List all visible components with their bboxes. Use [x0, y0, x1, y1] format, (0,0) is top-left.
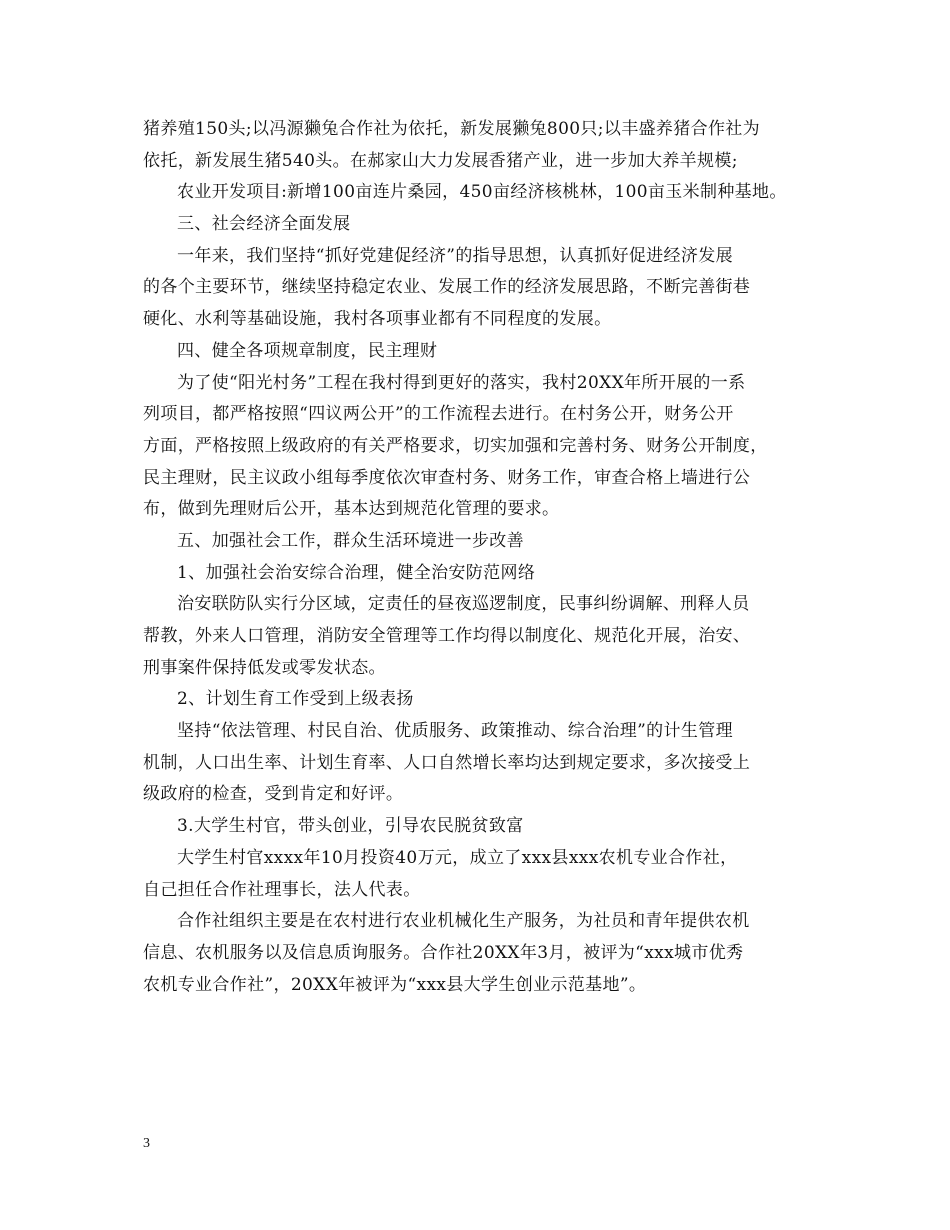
text-line: 农机专业合作社”，20XX年被评为“xxx县大学生创业示范基地”。	[143, 974, 647, 995]
text-line: 1、加强社会治安综合治理，健全治安防范网络	[177, 562, 536, 583]
text-line: 大学生村官xxxx年10月投资40万元，成立了xxx县xxx农机专业合作社，	[177, 847, 738, 868]
text-line: 列项目，都严格按照“四议两公开”的工作流程去进行。在村务公开，财务公开	[143, 404, 734, 425]
text-line: 三、社会经济全面发展	[177, 214, 351, 235]
text-line: 民主理财，民主议政小组每季度依次审查村务、财务工作，审查合格上墙进行公	[143, 467, 751, 488]
text-line: 依托，新发展生猪540头。在郝家山大力发展香猪产业，进一步加大养羊规模;	[143, 150, 738, 171]
text-line: 帮教，外来人口管理，消防安全管理等工作均得以制度化、规范化开展，治安、	[143, 626, 751, 646]
text-line: 为了使“阳光村务”工程在我村得到更好的落实，我村20XX年所开展的一系	[177, 372, 746, 393]
text-line: 治安联防队实行分区域，定责任的昼夜巡逻制度，民事纠纷调解、刑释人员	[177, 594, 750, 615]
text-line: 硬化、水利等基础设施，我村各项事业都有不同程度的发展。	[143, 309, 612, 330]
text-line: 一年来，我们坚持“抓好党建促经济”的指导思想，认真抓好促进经济发展	[177, 245, 733, 266]
text-line: 农业开发项目:新增100亩连片桑园，450亩经济核桃林，100亩玉米制种基地。	[177, 182, 787, 203]
text-line: 坚持“依法管理、村民自治、优质服务、政策推动、综合治理”的计生管理	[177, 721, 733, 742]
text-line: 四、健全各项规章制度，民主理财	[177, 340, 438, 361]
page-number: 3	[143, 1136, 150, 1151]
text-line: 2、计划生育工作受到上级表扬	[177, 689, 414, 710]
text-line: 自己担任合作社理事长，法人代表。	[143, 879, 421, 900]
text-line: 方面，严格按照上级政府的有关严格要求，切实加强和完善村务、财务公开制度，	[143, 435, 768, 456]
text-line: 机制，人口出生率、计划生育率、人口自然增长率均达到规定要求，多次接受上	[143, 752, 751, 773]
text-line: 的各个主要环节，继续坚持稳定农业、发展工作的经济发展思路，不断完善街巷	[143, 277, 751, 298]
text-line: 布，做到先理财后公开，基本达到规范化管理的要求。	[143, 499, 560, 520]
text-line: 刑事案件保持低发或零发状态。	[143, 657, 386, 678]
text-line: 合作社组织主要是在农村进行农业机械化生产服务，为社员和青年提供农机	[177, 911, 750, 932]
text-line: 3.大学生村官，带头创业，引导农民脱贫致富	[177, 816, 524, 837]
text-line: 猪养殖150头;以冯源獭兔合作社为依托，新发展獭兔800只;以丰盛养猪合作社为	[143, 119, 760, 139]
text-line: 五、加强社会工作，群众生活环境进一步改善	[177, 530, 524, 551]
text-line: 信息、农机服务以及信息质询服务。合作社20XX年3月，被评为“xxx城市优秀	[143, 942, 744, 963]
document-body	[143, 114, 823, 1001]
text-line: 级政府的检查，受到肯定和好评。	[143, 784, 404, 805]
